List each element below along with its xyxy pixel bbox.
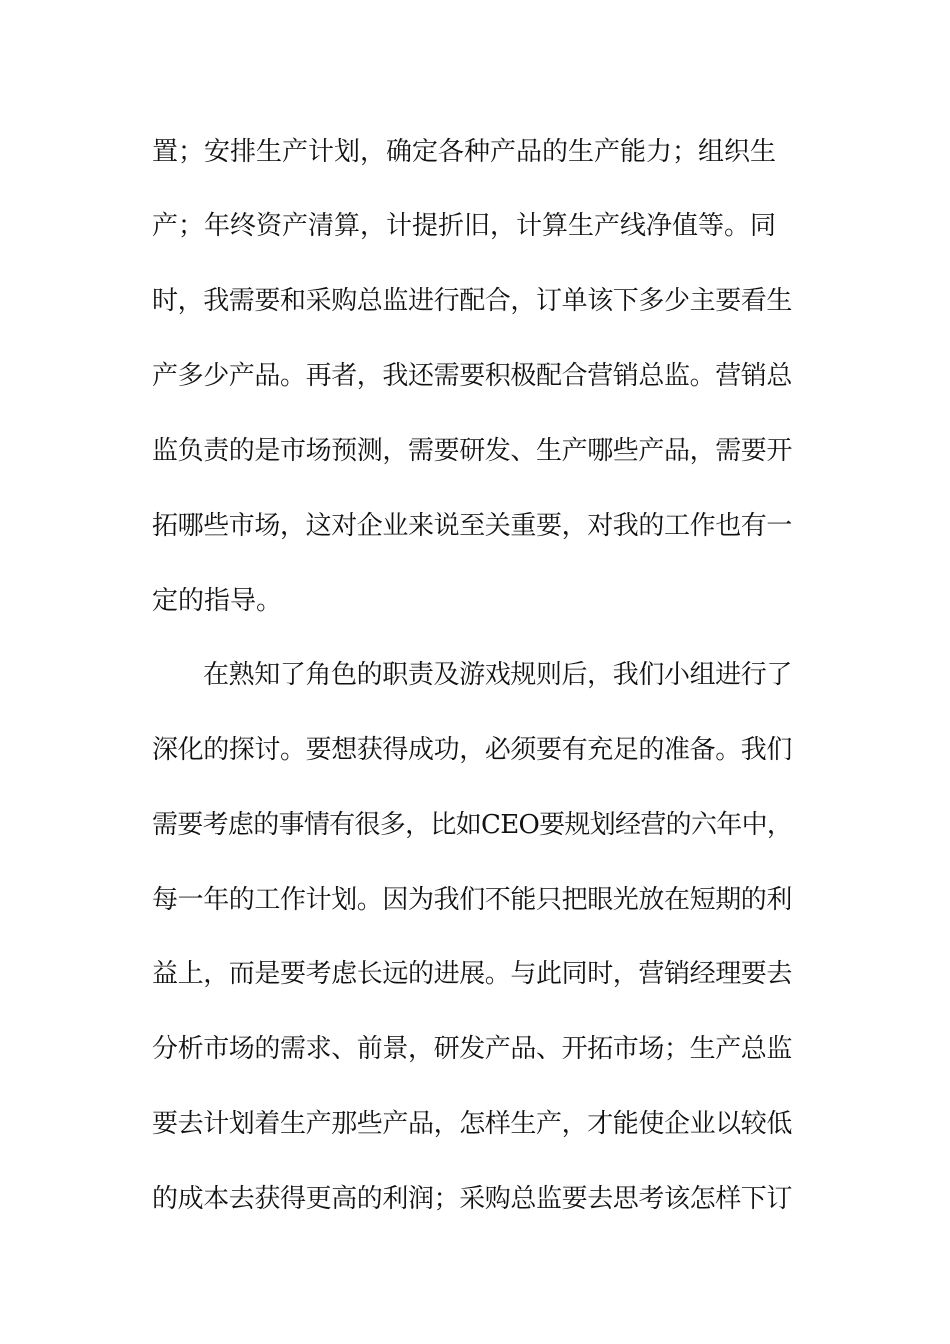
paragraph-line: 需要考虑的事情有很多，比如CEO要规划经营的六年中， [152, 810, 793, 840]
paragraph-line: 产多少产品。再者，我还需要积极配合营销总监。营销总 [152, 361, 793, 391]
paragraph-line: 的成本去获得更高的利润；采购总监要去思考该怎样下订 [152, 1184, 793, 1214]
paragraph-line: 时，我需要和采购总监进行配合，订单该下多少主要看生 [152, 286, 793, 316]
paragraph-line: 置；安排生产计划，确定各种产品的生产能力；组织生 [152, 137, 777, 167]
paragraph-line: 监负责的是市场预测，需要研发、生产哪些产品，需要开 [152, 436, 793, 466]
paragraph-line: 要去计划着生产那些产品，怎样生产，才能使企业以较低 [152, 1109, 793, 1139]
paragraph-line: 拓哪些市场，这对企业来说至关重要，对我的工作也有一 [152, 511, 793, 541]
paragraph-line: 分析市场的需求、前景，研发产品、开拓市场；生产总监 [152, 1034, 793, 1064]
paragraph-line: 产；年终资产清算，计提折旧，计算生产线净值等。同 [152, 211, 777, 241]
paragraph-line: 益上，而是要考虑长远的进展。与此同时，营销经理要去 [152, 959, 793, 989]
paragraph-line: 每一年的工作计划。因为我们不能只把眼光放在短期的利 [152, 885, 793, 915]
paragraph-line: 深化的探讨。要想获得成功，必须要有充足的准备。我们 [152, 735, 793, 765]
paragraph-line: 定的指导。 [152, 586, 283, 616]
paragraph-first-line: 在熟知了角色的职责及游戏规则后，我们小组进行了 [203, 660, 793, 690]
